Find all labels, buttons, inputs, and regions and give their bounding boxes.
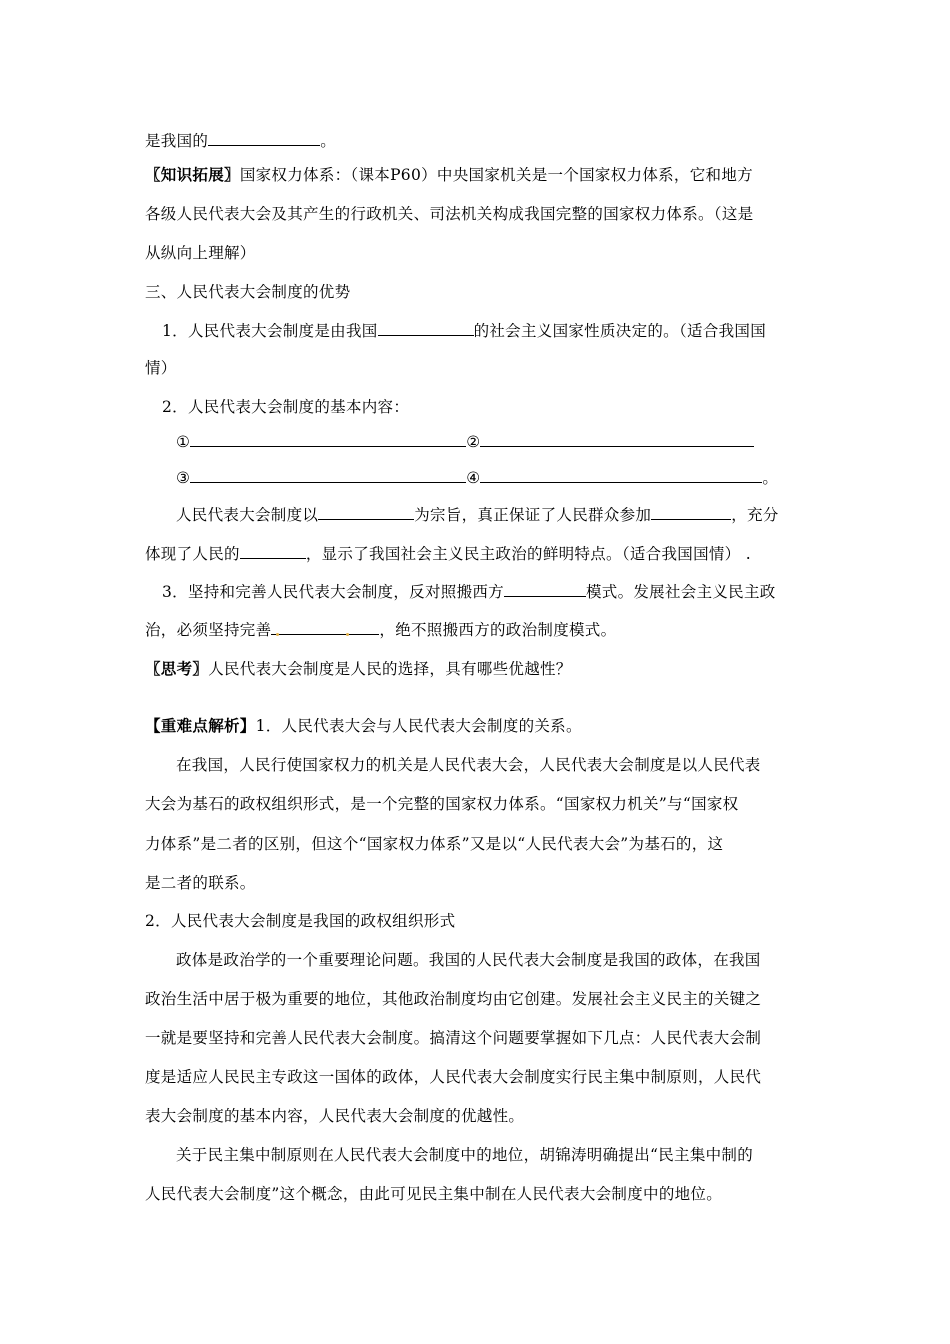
text: 度是适应人民民主专政这一国体的政体，人民代表大会制度实行民主集中制原则，人民代 — [145, 1068, 762, 1086]
analysis-line-4 — [145, 873, 256, 893]
analysis-subheading — [145, 911, 455, 931]
section-title — [145, 282, 350, 302]
fill-blank — [480, 467, 762, 483]
text: 治，必须坚持完善 — [145, 621, 272, 639]
point-1-cont — [145, 358, 177, 378]
mark-dot — [346, 633, 349, 636]
fill-blank — [651, 504, 731, 520]
think-line — [145, 659, 572, 679]
text: 三、人民代表大会制度的优势 — [145, 283, 351, 301]
text: 人民代表大会制度是人民的选择，具有哪些优越性？ — [208, 660, 572, 678]
point-3-cont — [145, 619, 616, 640]
extension-line-2 — [145, 204, 753, 224]
key-analysis-title — [145, 716, 582, 736]
text: ，充分 — [731, 506, 779, 524]
section-heading: 〖思考〗 — [145, 659, 209, 678]
text: 。 — [320, 132, 337, 150]
circled-number: ③ — [176, 469, 191, 487]
text: 1．人民代表大会制度是由我国 — [162, 322, 378, 340]
point-3 — [162, 581, 776, 602]
analysis-line-2 — [145, 794, 738, 814]
text: 体现了人民的 — [145, 545, 240, 563]
point-1 — [162, 320, 766, 341]
text: 力体系”是二者的区别，但这个“国家权力体系”又是以“人民代表大会”为基石的，这 — [145, 835, 724, 853]
text: 国家权力体系：（课本P60）中央国家机关是一个国家权力体系，它和地方 — [239, 166, 753, 184]
fill-blank — [504, 581, 586, 597]
text: 2．人民代表大会制度的基本内容： — [162, 398, 410, 416]
text: 模式。发展社会主义民主政 — [585, 583, 776, 601]
text: ，绝不照搬西方的政治制度模式。 — [379, 621, 617, 639]
text: 1．人民代表大会与人民代表大会制度的关系。 — [255, 717, 582, 735]
paragraph-3-line-1 — [176, 504, 779, 525]
fill-blank — [378, 320, 474, 336]
text: 3．坚持和完善人民代表大会制度，反对照搬西方 — [162, 583, 504, 601]
text: 人民代表大会制度以 — [176, 506, 319, 524]
text: 政治生活中居于极为重要的地位，其他政治制度均由它创建。发展社会主义民主的关键之 — [145, 990, 762, 1008]
circled-number: ④ — [466, 469, 481, 487]
text: 人民代表大会制度”这个概念，由此可见民主集中制在人民代表大会制度中的地位。 — [145, 1185, 723, 1203]
text: 一就是要坚持和完善人民代表大会制度。搞清这个问题要掌握如下几点：人民代表大会制 — [145, 1029, 762, 1047]
line-1 — [145, 130, 336, 151]
content-row-2 — [176, 467, 778, 488]
analysis-line-9 — [145, 1106, 524, 1126]
point-2 — [162, 397, 409, 417]
text: 为宗旨，真正保证了人民群众参加 — [414, 506, 652, 524]
fill-blank — [240, 543, 306, 559]
text: 是我国的 — [145, 132, 209, 150]
text: 表大会制度的基本内容，人民代表大会制度的优越性。 — [145, 1107, 525, 1125]
text: 是二者的联系。 — [145, 874, 256, 892]
text: 各级人民代表大会及其产生的行政机关、司法机关构成我国完整的国家权力体系。（这是 — [145, 205, 754, 223]
section-heading: 〖知识拓展〗 — [145, 165, 240, 184]
analysis-line-11 — [145, 1184, 722, 1204]
text: ，显示了我国社会主义民主政治的鲜明特点。（适合我国国情） . — [305, 545, 751, 563]
text: 大会为基石的政权组织形式，是一个完整的国家权力体系。“国家权力机关”与“国家权 — [145, 795, 739, 813]
analysis-line-5 — [176, 950, 761, 970]
fill-blank — [208, 130, 320, 146]
extension-line-1 — [145, 165, 753, 185]
circled-number: ① — [176, 433, 191, 451]
text: 情） — [145, 359, 177, 377]
fill-blank — [190, 467, 466, 483]
text: 2．人民代表大会制度是我国的政权组织形式 — [145, 912, 456, 930]
extension-line-3 — [145, 243, 256, 263]
paragraph-3-line-2 — [145, 543, 751, 564]
fill-blank — [318, 504, 414, 520]
fill-blank — [190, 431, 466, 447]
fill-blank — [480, 431, 754, 447]
text: 从纵向上理解） — [145, 244, 256, 262]
analysis-line-3 — [145, 834, 723, 854]
circled-number: ② — [466, 433, 481, 451]
analysis-line-8 — [145, 1067, 761, 1087]
text: 的社会主义国家性质决定的。（适合我国国 — [473, 322, 767, 340]
text: 。 — [762, 469, 779, 487]
analysis-line-10 — [176, 1145, 753, 1165]
content-row-1 — [176, 431, 754, 452]
fill-blank — [271, 619, 379, 635]
mark-dot — [276, 633, 279, 636]
text: 在我国，人民行使国家权力的机关是人民代表大会，人民代表大会制度是以人民代表 — [176, 756, 761, 774]
text: 关于民主集中制原则在人民代表大会制度中的地位，胡锦涛明确提出“民主集中制的 — [176, 1146, 754, 1164]
text: 政体是政治学的一个重要理论问题。我国的人民代表大会制度是我国的政体，在我国 — [176, 951, 761, 969]
analysis-line-6 — [145, 989, 761, 1009]
analysis-line-7 — [145, 1028, 761, 1048]
section-heading: 【重难点解析】 — [145, 716, 256, 735]
analysis-line-1 — [176, 755, 761, 775]
